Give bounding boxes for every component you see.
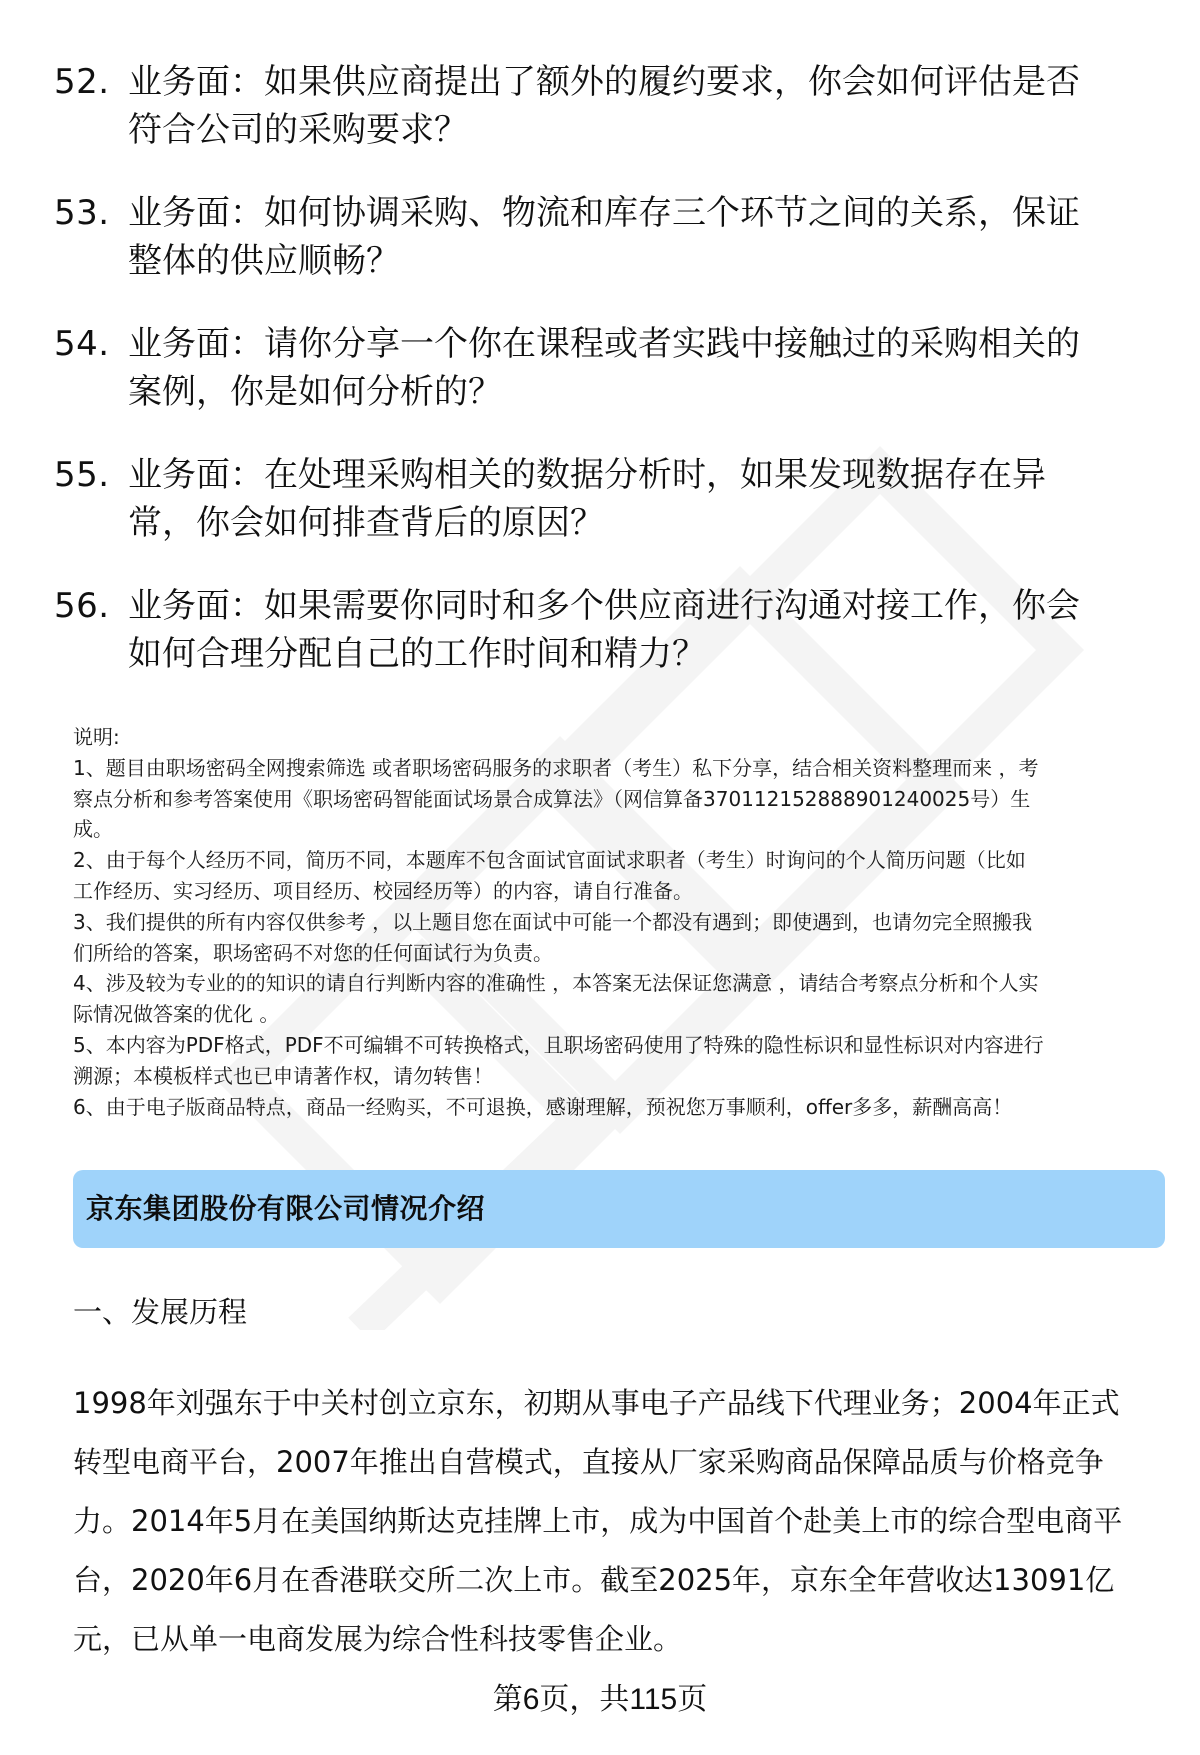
question-item-54	[0, 320, 1200, 451]
note-line: 3、我们提供的所有内容仅供参考 ，以上题目您在面试中可能一个都没有遇到；即使遇到，也请勿完全照搬我	[73, 909, 1033, 934]
question-list	[0, 58, 1200, 713]
question-item-56	[0, 582, 1200, 713]
note-line: 际情况做答案的优化 。	[73, 1002, 280, 1027]
notes-title: 说明:	[73, 725, 120, 749]
question-number: 55.	[54, 455, 110, 495]
question-text	[128, 451, 1046, 547]
question-line: 业务面：如果供应商提出了额外的履约要求，你会如何评估是否	[128, 62, 1080, 102]
question-line: 业务面：如果需要你同时和多个供应商进行沟通对接工作，你会	[128, 586, 1080, 626]
note-line: 2、由于每个人经历不同，简历不同，本题库不包含面试官面试求职者（考生）时询问的个人简历问题（比如	[73, 848, 1026, 873]
question-line: 案例，你是如何分析的？	[128, 372, 502, 412]
question-line: 常，你会如何排查背后的原因？	[128, 503, 604, 543]
question-item-52	[0, 58, 1200, 189]
question-text	[128, 320, 1080, 416]
note-line: 1、题目由职场密码全网搜索筛选 或者职场密码服务的求职者（考生）私下分享，结合相关资料整理而来 ，考	[73, 755, 1039, 780]
question-line: 如何合理分配自己的工作时间和精力？	[128, 634, 706, 674]
question-number: 52.	[54, 62, 110, 102]
question-text	[128, 582, 1080, 678]
note-line: 工作经历、实习经历、项目经历、校园经历等）的内容，请自行准备。	[73, 878, 693, 903]
question-line: 业务面：在处理采购相关的数据分析时，如果发现数据存在异	[128, 455, 1046, 495]
history-paragraph	[73, 1374, 1122, 1669]
paragraph-line: 转型电商平台，2007年推出自营模式，直接从厂家采购商品保障品质与价格竞争	[73, 1445, 1104, 1479]
disclaimer-notes	[73, 722, 1173, 1122]
note-line: 6、由于电子版商品特点，商品一经购买，不可退换，感谢理解，预祝您万事顺利，offer多多，薪酬高高！	[73, 1094, 1013, 1119]
question-item-53	[0, 189, 1200, 320]
note-line: 察点分析和参考答案使用《职场密码智能面试场景合成算法》（网信算备370112152888901240025号）生	[73, 786, 1031, 811]
paragraph-line: 1998年刘强东于中关村创立京东，初期从事电子产品线下代理业务；2004年正式	[73, 1386, 1120, 1420]
question-line: 符合公司的采购要求？	[128, 110, 468, 150]
note-line: 5、本内容为PDF格式，PDF不可编辑不可转换格式，且职场密码使用了特殊的隐性标识和显性标识对内容进行	[73, 1032, 1044, 1057]
question-text	[128, 189, 1080, 285]
section-heading-history: 一、发展历程	[73, 1295, 248, 1329]
question-number: 56.	[54, 586, 110, 626]
question-line: 业务面：请你分享一个你在课程或者实践中接触过的采购相关的	[128, 324, 1080, 364]
paragraph-line: 台，2020年6月在香港联交所二次上市。截至2025年，京东全年营收达13091亿	[73, 1563, 1115, 1597]
company-intro-title: 京东集团股份有限公司情况介绍	[86, 1192, 486, 1225]
question-number: 54.	[54, 324, 110, 364]
question-number: 53.	[54, 193, 110, 233]
paragraph-line: 力。2014年5月在美国纳斯达克挂牌上市，成为中国首个赴美上市的综合型电商平	[73, 1504, 1123, 1538]
company-intro-banner	[73, 1170, 1165, 1248]
question-line: 业务面：如何协调采购、物流和库存三个环节之间的关系，保证	[128, 193, 1080, 233]
question-item-55	[0, 451, 1200, 582]
question-line: 整体的供应顺畅？	[128, 241, 400, 281]
page-indicator: 第6页，共115页	[492, 1683, 708, 1716]
note-line: 们所给的答案，职场密码不对您的任何面试行为负责。	[73, 940, 553, 965]
note-line: 4、涉及较为专业的的知识的请自行判断内容的准确性 ，本答案无法保证您满意 ，请结合考察点分析和个人实	[73, 971, 1039, 996]
note-line: 成。	[73, 817, 113, 842]
note-line: 溯源；本模板样式也已申请著作权，请勿转售！	[73, 1063, 493, 1088]
question-text	[128, 58, 1080, 154]
paragraph-line: 元，已从单一电商发展为综合性科技零售企业。	[73, 1622, 683, 1656]
